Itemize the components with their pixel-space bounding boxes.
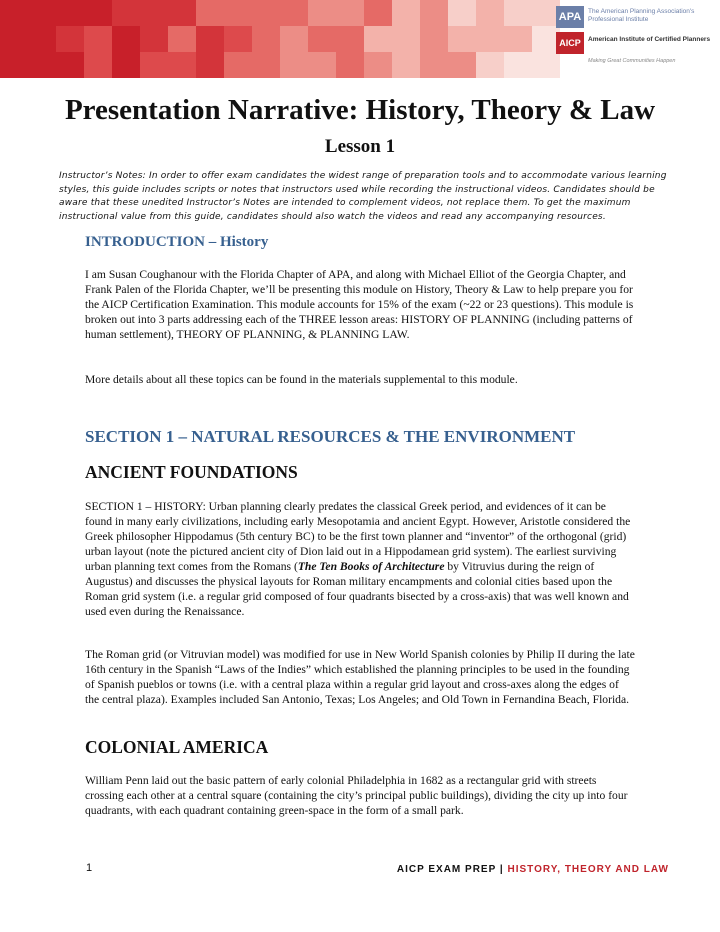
mosaic-tile (84, 52, 112, 78)
book-title: The Ten Books of Architecture (297, 560, 445, 573)
mosaic-tile (280, 0, 308, 26)
mosaic-tile (364, 52, 392, 78)
mosaic-tile (168, 26, 196, 52)
mosaic-tile (224, 26, 252, 52)
section-1-heading: SECTION 1 – NATURAL RESOURCES & THE ENVIRONMENT (85, 427, 576, 446)
mosaic-tile (364, 0, 392, 26)
mosaic-tile (420, 0, 448, 26)
mosaic-tile (336, 52, 364, 78)
mosaic-tile (56, 0, 84, 26)
mosaic-tile (280, 26, 308, 52)
ancient-foundations-heading: ANCIENT FOUNDATIONS (85, 462, 298, 482)
mosaic-tile (56, 26, 84, 52)
document-title: Presentation Narrative: History, Theory & Law (64, 94, 656, 126)
mosaic-tile (224, 0, 252, 26)
mosaic-tile (476, 26, 504, 52)
mosaic-tile (168, 52, 196, 78)
mosaic-tile (168, 0, 196, 26)
mosaic-tile (28, 26, 56, 52)
mosaic-tile (280, 52, 308, 78)
mosaic-tile (336, 26, 364, 52)
mosaic-tile (448, 26, 476, 52)
mosaic-tile (252, 26, 280, 52)
mosaic-tile (56, 52, 84, 78)
mosaic-tile (252, 52, 280, 78)
mosaic-tile (112, 52, 140, 78)
mosaic-tile (420, 26, 448, 52)
intro-note-paragraph: More details about all these topics can be found in the materials supplemental to this module. (85, 373, 518, 386)
mosaic-tile (336, 0, 364, 26)
footer-left-label: AICP EXAM PREP (396, 864, 497, 875)
lesson-heading: Lesson 1 (324, 136, 396, 157)
mosaic-tile (420, 52, 448, 78)
mosaic-tile (140, 0, 168, 26)
mosaic-tile (196, 26, 224, 52)
mosaic-tile (112, 0, 140, 26)
mosaic-tile (140, 26, 168, 52)
roman-grid-paragraph: The Roman grid (or Vitruvian model) was modified for use in New World Spanish colonies by Philip II during the late 16th century in the Spanish “Laws of the Indies” which established the planning principles to be used in the founding of Spanish pueblos or towns (i.e. with a central plaza within a regular grid layout and cross-axes along the edges of the central plaza). Examples included San Antonio, Texas; Los Angeles; and Old Town in Fernandina Beach, Florida. (85, 648, 635, 706)
mosaic-tile (252, 0, 280, 26)
intro-heading: INTRODUCTION – History (85, 234, 269, 250)
mosaic-tile (28, 0, 56, 26)
mosaic-tile (0, 0, 28, 26)
mosaic-tile (476, 52, 504, 78)
mosaic-tile (392, 0, 420, 26)
mosaic-tile (224, 52, 252, 78)
mosaic-tile (308, 26, 336, 52)
aicp-logo-text: American Institute of Certified Planners (588, 36, 711, 43)
page-number: 1 (86, 862, 93, 874)
mosaic-tile (140, 52, 168, 78)
mosaic-tile (84, 26, 112, 52)
logo-tagline: Making Great Communities Happen (588, 58, 676, 64)
mosaic-tile (392, 52, 420, 78)
ancient-foundations-paragraph: SECTION 1 – HISTORY: Urban planning clearly predates the classical Greek period, and evidences of it can be found in many early civilizations, including early Mesopotamia and ancient Egypt. However, Aristotle considered the Greek philosopher Hippodamus (5th century BC) to be the first town planner and “inventor” of the orthogonal (grid) urban layout (note the pictured ancient city of Dion laid out in a Hippodamean grid system). The earliest surviving urban planning text comes from the Romans (The Ten Books of Architecture by Vitruvius during the reign of Augustus) and discusses the physical layouts for Roman military encampments and colonial cities based upon the Roman grid system (i.e. a regular grid composed of four quadrants bisected by a cross-axis) that was well known and used even during the Renaissance. (85, 500, 631, 618)
mosaic-tile (0, 52, 28, 78)
mosaic-tile (392, 26, 420, 52)
colonial-america-paragraph: William Penn laid out the basic pattern of early colonial Philadelphia in 1682 as a rectangular grid with streets crossing each other at a central square (containing the city’s principal public buildings), dividing the city up into four quadrants, with each quadrant containing green-space in the form of a small park. (85, 774, 628, 817)
mosaic-tile (196, 0, 224, 26)
mosaic-tile (112, 26, 140, 52)
mosaic-tile (504, 52, 532, 78)
mosaic-tile (196, 52, 224, 78)
intro-paragraph: I am Susan Coughanour with the Florida Chapter of APA, and along with Michael Elliot of the Georgia Chapter, and Frank Palen of the Florida Chapter, we’ll be presenting this module on History, Theory & Law to help prepare you for the AICP Certification Examination. This module accounts for 15% of the exam (~22 or 23 questions). This module is broken out into 3 parts addressing each of the THREE lesson areas: HISTORY OF PLANNING (including patterns of human settlement), THEORY OF PLANNING, & PLANNING LAW. (85, 268, 634, 341)
mosaic-tile (448, 0, 476, 26)
mosaic-tile (364, 26, 392, 52)
mosaic-tile (476, 0, 504, 26)
colonial-america-heading: COLONIAL AMERICA (85, 737, 269, 757)
mosaic-tile (308, 0, 336, 26)
mosaic-tile (504, 0, 532, 26)
mosaic-tile (308, 52, 336, 78)
aicp-logo-mark: AICP (556, 32, 584, 54)
instructor-notes: Instructor’s Notes: In order to offer exam candidates the widest range of preparation tools and to accommodate various learning styles, this guide includes scripts or notes that instructors used while recording the instructional videos. Candidates should be aware that these unedited Instructor’s Notes are intended to complement videos, not replace them. To get the maximum instructional value from this guide, candidates should also watch the videos and read any accompanying resources. (59, 171, 667, 222)
mosaic-tile (28, 52, 56, 78)
footer-separator: | (499, 864, 504, 875)
mosaic-tile (448, 52, 476, 78)
apa-logo-text: The American Planning Association's Professional Institute (588, 8, 695, 23)
footer-running-title (397, 864, 669, 875)
header-mosaic-band (0, 0, 560, 78)
apa-logo-mark: APA (556, 6, 584, 28)
mosaic-tile (84, 0, 112, 26)
mosaic-tile (504, 26, 532, 52)
apa-aicp-logo (556, 6, 716, 72)
mosaic-tile (0, 26, 28, 52)
footer-right-label: HISTORY, THEORY AND LAW (507, 864, 669, 875)
